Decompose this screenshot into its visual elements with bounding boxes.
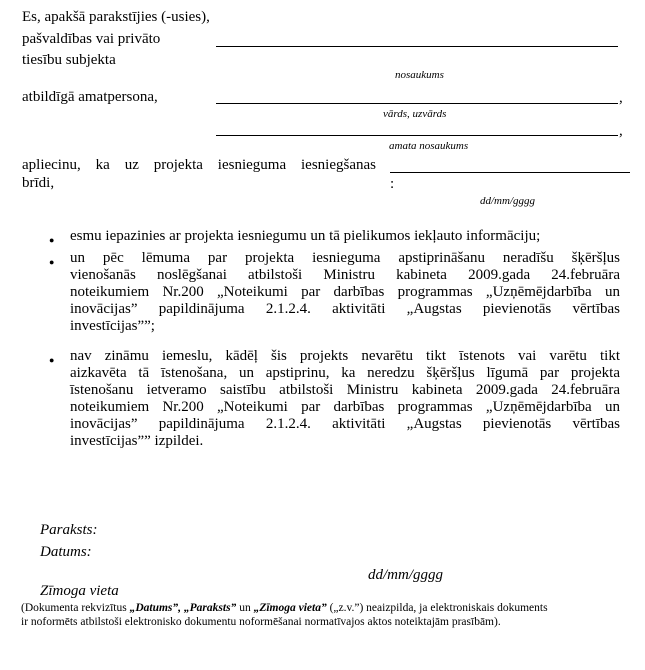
intro-line-1: Es, apakšā parakstījies (-usies), bbox=[22, 9, 210, 25]
intro-line-3: tiesību subjekta bbox=[22, 52, 116, 68]
comma-2: , bbox=[619, 123, 623, 139]
bullet-3-line: noteikumiem Nr.200 „Noteikumi par darbības programmas „Uzņēmējdarbība un bbox=[70, 399, 620, 415]
intro-line-2: pašvaldības vai privāto bbox=[22, 31, 161, 47]
comma-1: , bbox=[619, 90, 623, 106]
footnote-part-c: un bbox=[236, 602, 254, 614]
bullet-2-line: investīcijas””; bbox=[70, 318, 155, 334]
certify-line-2: brīdi, bbox=[22, 175, 55, 191]
caption-person-name: vārds, uzvārds bbox=[383, 108, 447, 120]
date-format-label: dd/mm/gggg bbox=[368, 567, 443, 583]
submission-date-field[interactable] bbox=[390, 172, 630, 173]
footnote-part-a: (Dokumenta rekvizītus bbox=[21, 602, 130, 614]
date-label: Datums: bbox=[40, 544, 92, 560]
caption-entity-name: nosaukums bbox=[395, 69, 444, 81]
bullet-1-icon: ● bbox=[49, 235, 55, 245]
footnote-line-2: ir noformēts atbilstoši elektronisko dokumentu noformēšanai normatīvajos aktos noteiktajām prasībām). bbox=[21, 616, 501, 628]
bullet-2-line: vienošanās noslēgšanai atbilstoši Ministru kabineta 2009.gada 24.februāra bbox=[70, 267, 620, 283]
bullet-2-text bbox=[70, 250, 620, 335]
footnote-part-b: „Datums”, „Paraksts” bbox=[129, 602, 237, 614]
entity-name-field[interactable] bbox=[216, 46, 618, 47]
bullet-3-line: nav zināmu iemeslu, kādēļ šis projekts nevarētu tikt īstenots vai varētu tikt bbox=[70, 348, 620, 364]
bullet-2-icon: ● bbox=[49, 257, 55, 267]
stamp-label: Zīmoga vieta bbox=[40, 583, 119, 599]
footnote-part-d: „Zīmoga vieta” bbox=[253, 602, 327, 614]
bullet-1-line: esmu iepazinies ar projekta iesniegumu un tā pielikumos iekļauto informāciju; bbox=[70, 228, 541, 244]
bullet-2-line: un pēc lēmuma par projekta iesnieguma apstiprināšanu neradīšu šķēršļus bbox=[70, 250, 620, 266]
bullet-3-icon: ● bbox=[49, 355, 55, 365]
caption-date-format: dd/mm/gggg bbox=[480, 195, 535, 207]
bullet-3-line: inovācijas” papildinājuma 2.1.2.4. aktivitāti „Augstas pievienotās vērtības bbox=[70, 416, 620, 432]
colon: : bbox=[390, 176, 395, 192]
bullet-3-line: investīcijas”” izpildei. bbox=[70, 433, 204, 449]
position-title-field[interactable] bbox=[216, 135, 618, 136]
bullet-3-line: aizkavēta tā īstenošana, un apstiprinu, ka neredzu šķēršļus līgumā par projekta bbox=[70, 365, 620, 381]
bullet-3-line: īstenošanu ietveramo saistību atbilstoši Ministru kabineta 2009.gada 24.februāra bbox=[70, 382, 620, 398]
person-name-field[interactable] bbox=[216, 103, 618, 104]
official-label: atbildīgā amatpersona, bbox=[22, 89, 158, 105]
bullet-3-text bbox=[70, 348, 620, 450]
footnote-part-e: („z.v.”) neaizpilda, ja elektroniskais dokuments bbox=[326, 602, 548, 614]
bullet-2-line: inovācijas” papildinājuma 2.1.2.4. aktivitāti „Augstas pievienotās vērtības bbox=[70, 301, 620, 317]
signature-label: Paraksts: bbox=[40, 522, 98, 538]
bullet-2-line: noteikumiem Nr.200 „Noteikumi par darbības programmas „Uzņēmējdarbība un bbox=[70, 284, 620, 300]
certify-line-1: apliecinu, ka uz projekta iesnieguma iesniegšanas bbox=[22, 157, 376, 173]
footnote-line-1 bbox=[21, 601, 548, 615]
caption-position-title: amata nosaukums bbox=[389, 140, 469, 152]
bullet-1-text bbox=[70, 228, 600, 245]
